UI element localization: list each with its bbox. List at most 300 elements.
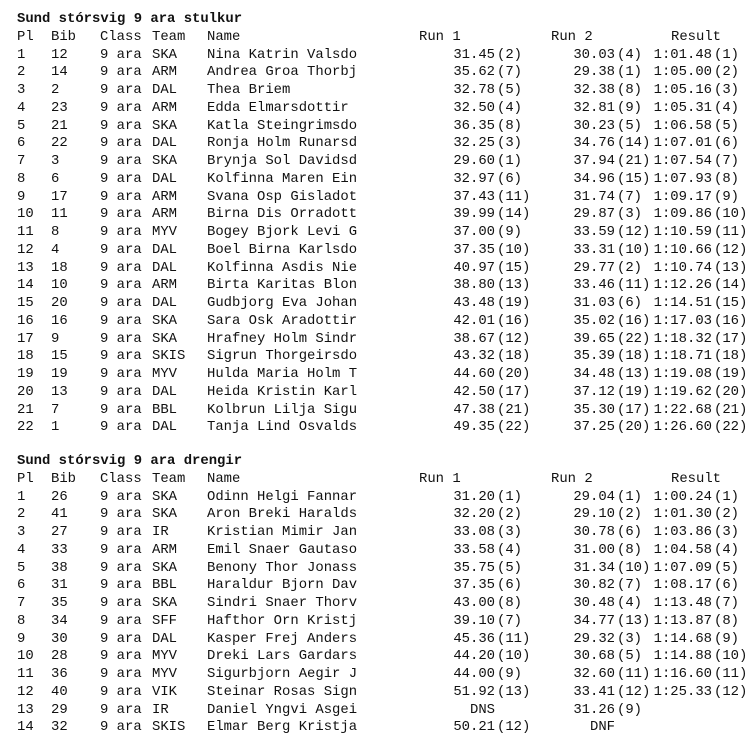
bib-number: 11 <box>51 206 68 223</box>
run2-time: 31.03 <box>573 295 615 311</box>
age-class: 9 ara <box>100 46 142 63</box>
run2-rank: (2) <box>617 506 643 523</box>
run2-time: 37.94 <box>573 153 615 169</box>
age-class: 9 ara <box>100 630 142 647</box>
team-code: SKIS <box>152 719 186 736</box>
team-code: SKA <box>152 506 178 523</box>
result-time: 1:01.30 <box>653 506 712 523</box>
place: 9 <box>17 630 26 647</box>
bib-number: 12 <box>51 46 68 63</box>
run2-rank: (5) <box>617 648 643 665</box>
racer-name: Heida Kristin Karl <box>207 383 358 400</box>
bib-number: 22 <box>51 135 68 152</box>
run2-time: 29.77 <box>573 259 615 276</box>
place: 14 <box>17 277 34 294</box>
result-rank: (9) <box>714 188 740 205</box>
run2-rank: (12) <box>617 224 651 240</box>
result-row <box>0 418 752 436</box>
run2-rank: (3) <box>617 206 643 223</box>
racer-name: Haraldur Bjorn Dav <box>207 577 358 594</box>
result-rank: (8) <box>714 612 740 629</box>
run2-time: 37.25 <box>573 419 615 436</box>
result-time: 1:09.17 <box>653 188 712 205</box>
age-class: 9 ara <box>100 348 142 365</box>
bib-number: 30 <box>51 630 68 647</box>
bib-number: 14 <box>51 64 68 81</box>
place: 3 <box>17 82 26 98</box>
section-title-line <box>0 452 752 470</box>
run1-time: 47.38 <box>453 401 495 418</box>
team-code: SKA <box>152 312 178 329</box>
run2-time: 29.87 <box>573 206 615 223</box>
header-name: Name <box>207 470 241 487</box>
team-code: SKIS <box>152 348 186 365</box>
run1-rank: (20) <box>497 366 531 382</box>
place: 10 <box>17 206 34 223</box>
run2-time: 35.39 <box>573 348 615 365</box>
run1-time: 49.35 <box>453 419 495 436</box>
place: 4 <box>17 99 26 116</box>
run1-rank: (9) <box>497 666 523 682</box>
run2-time: 30.48 <box>573 595 615 611</box>
place: 13 <box>17 259 34 276</box>
racer-name: Ronja Holm Runarsd <box>207 135 358 152</box>
result-row <box>0 523 752 541</box>
age-class: 9 ara <box>100 82 142 98</box>
run1-time: 33.08 <box>453 524 495 540</box>
run2-time: 30.03 <box>573 46 615 63</box>
run2-time: 37.12 <box>573 383 615 400</box>
racer-name: Sara Osk Aradottir <box>207 312 358 329</box>
run1-time: 33.58 <box>453 541 495 558</box>
result-row <box>0 81 752 99</box>
header-result: Result <box>671 470 722 487</box>
run1-time: 42.01 <box>453 312 495 329</box>
team-code: MYV <box>152 224 178 240</box>
run2-rank: (12) <box>617 683 651 700</box>
run1-rank: (2) <box>497 506 523 523</box>
age-class: 9 ara <box>100 135 142 152</box>
result-rank: (9) <box>714 630 740 647</box>
result-rank: (5) <box>714 559 740 576</box>
header-name: Name <box>207 28 241 45</box>
result-time: 1:05.16 <box>653 82 712 98</box>
run1-rank: (6) <box>497 577 523 594</box>
bib-number: 9 <box>51 330 60 347</box>
result-row <box>0 541 752 559</box>
result-rank: (15) <box>714 295 748 311</box>
result-rank: (19) <box>714 366 748 382</box>
run1-time: 37.00 <box>453 224 495 240</box>
result-rank: (4) <box>714 541 740 558</box>
run1-rank: (8) <box>497 595 523 611</box>
result-time: 1:14.68 <box>653 630 712 647</box>
run1-rank: (12) <box>497 330 531 347</box>
run1-time: 44.00 <box>453 666 495 682</box>
bib-number: 6 <box>51 170 60 187</box>
header-run1: Run 1 <box>419 28 461 45</box>
result-time: 1:08.17 <box>653 577 712 594</box>
age-class: 9 ara <box>100 559 142 576</box>
run2-rank: (9) <box>617 99 643 116</box>
run2-rank: (8) <box>617 541 643 558</box>
run1-rank: (7) <box>497 612 523 629</box>
bib-number: 31 <box>51 577 68 594</box>
run1-rank: (10) <box>497 648 531 665</box>
bib-number: 38 <box>51 559 68 576</box>
run1-time: 31.45 <box>453 46 495 63</box>
run1-time: 35.62 <box>453 64 495 81</box>
bib-number: 27 <box>51 524 68 540</box>
team-code: DAL <box>152 82 178 98</box>
run1-rank: (9) <box>497 224 523 240</box>
racer-name: Sigurbjorn Aegir J <box>207 666 358 682</box>
team-code: DAL <box>152 241 178 258</box>
place: 19 <box>17 366 34 382</box>
place: 1 <box>17 46 26 63</box>
age-class: 9 ara <box>100 259 142 276</box>
header-bib: Bib <box>51 28 77 45</box>
run1-rank: (21) <box>497 401 531 418</box>
result-time: 1:07.54 <box>653 153 712 169</box>
result-row <box>0 276 752 294</box>
bib-number: 4 <box>51 241 60 258</box>
place: 6 <box>17 135 26 152</box>
team-code: ARM <box>152 64 178 81</box>
run2-rank: (18) <box>617 348 651 365</box>
run2-rank: (3) <box>617 630 643 647</box>
result-rank: (5) <box>714 117 740 134</box>
run1-time: 36.35 <box>453 117 495 134</box>
result-row <box>0 347 752 365</box>
place: 7 <box>17 595 26 611</box>
run1-rank: (14) <box>497 206 531 223</box>
run1-rank: (11) <box>497 188 531 205</box>
run1-rank: (5) <box>497 559 523 576</box>
run2-time: 31.74 <box>573 188 615 205</box>
age-class: 9 ara <box>100 277 142 294</box>
racer-name: Aron Breki Haralds <box>207 506 358 523</box>
place: 2 <box>17 64 26 81</box>
racer-name: Kolbrun Lilja Sigu <box>207 401 358 418</box>
run1-time: 32.25 <box>453 135 495 152</box>
run1-rank: (5) <box>497 82 523 98</box>
run2-rank: (13) <box>617 366 651 382</box>
team-code: DAL <box>152 630 178 647</box>
run1-time: 35.75 <box>453 559 495 576</box>
result-rank: (3) <box>714 524 740 540</box>
result-rank: (11) <box>714 666 748 682</box>
run2-time: 35.30 <box>573 401 615 418</box>
run2-rank: (11) <box>617 277 651 294</box>
result-row <box>0 665 752 683</box>
team-code: ARM <box>152 277 178 294</box>
bib-number: 35 <box>51 595 68 611</box>
result-rank: (11) <box>714 224 748 240</box>
run1-rank: (16) <box>497 312 531 329</box>
result-row <box>0 630 752 648</box>
age-class: 9 ara <box>100 153 142 169</box>
result-row <box>0 718 752 736</box>
racer-name: Tanja Lind Osvalds <box>207 419 358 436</box>
team-code: SKA <box>152 117 178 134</box>
run1-rank: (18) <box>497 348 531 365</box>
team-code: MYV <box>152 366 178 382</box>
result-time: 1:16.60 <box>653 666 712 682</box>
result-row <box>0 594 752 612</box>
place: 3 <box>17 524 26 540</box>
result-time: 1:05.00 <box>653 64 712 81</box>
run2-time: 35.02 <box>573 312 615 329</box>
place: 2 <box>17 506 26 523</box>
racer-name: Odinn Helgi Fannar <box>207 488 358 505</box>
result-row <box>0 365 752 383</box>
age-class: 9 ara <box>100 117 142 134</box>
result-time: 1:26.60 <box>653 419 712 436</box>
team-code: SKA <box>152 46 178 63</box>
result-time: 1:10.66 <box>653 241 712 258</box>
run2-time: 33.41 <box>573 683 615 700</box>
team-code: MYV <box>152 666 178 682</box>
bib-number: 33 <box>51 541 68 558</box>
team-code: BBL <box>152 401 178 418</box>
place: 5 <box>17 117 26 134</box>
run1-rank: (19) <box>497 295 531 311</box>
run2-rank: (13) <box>617 612 651 629</box>
racer-name: Gudbjorg Eva Johan <box>207 295 358 311</box>
team-code: DAL <box>152 383 178 400</box>
team-code: IR <box>152 701 169 718</box>
run2-rank: (8) <box>617 82 643 98</box>
run2-rank: (11) <box>617 666 651 682</box>
place: 1 <box>17 488 26 505</box>
place: 10 <box>17 648 34 665</box>
run1-rank: (6) <box>497 170 523 187</box>
run1-time: 37.43 <box>453 188 495 205</box>
place: 12 <box>17 683 34 700</box>
team-code: ARM <box>152 206 178 223</box>
racer-name: Katla Steingrimsdo <box>207 117 358 134</box>
column-header-row <box>0 28 752 46</box>
run2-time: 29.10 <box>573 506 615 523</box>
racer-name: Svana Osp Gisladot <box>207 188 358 205</box>
result-row <box>0 505 752 523</box>
racer-name: Edda Elmarsdottir <box>207 99 349 116</box>
result-time: 1:14.51 <box>653 295 712 311</box>
result-row <box>0 312 752 330</box>
result-time: 1:18.71 <box>653 348 712 365</box>
run2-time: 30.82 <box>573 577 615 594</box>
run2-time: 30.23 <box>573 117 615 134</box>
age-class: 9 ara <box>100 312 142 329</box>
team-code: IR <box>152 524 169 540</box>
racer-name: Sindri Snaer Thorv <box>207 595 358 611</box>
result-rank: (3) <box>714 82 740 98</box>
result-time: 1:10.74 <box>653 259 712 276</box>
header-place: Pl <box>17 28 34 45</box>
run1-rank: (13) <box>497 277 531 294</box>
result-row <box>0 330 752 348</box>
result-rank: (16) <box>714 312 748 329</box>
result-row <box>0 488 752 506</box>
run1-time: DNS <box>469 701 495 718</box>
team-code: SKA <box>152 559 178 576</box>
place: 5 <box>17 559 26 576</box>
result-row <box>0 683 752 701</box>
section-title: Sund stórsvig 9 ara drengir <box>17 453 243 469</box>
racer-name: Kristian Mimir Jan <box>207 524 358 540</box>
team-code: DAL <box>152 135 178 152</box>
age-class: 9 ara <box>100 595 142 611</box>
age-class: 9 ara <box>100 701 142 718</box>
run1-rank: (3) <box>497 524 523 540</box>
racer-name: Nina Katrin Valsdo <box>207 46 358 63</box>
racer-name: Dreki Lars Gardars <box>207 648 358 665</box>
run1-time: 39.10 <box>453 612 495 629</box>
bib-number: 8 <box>51 224 60 240</box>
bib-number: 7 <box>51 401 60 418</box>
result-rank: (6) <box>714 577 740 594</box>
run2-time: 29.04 <box>573 488 615 505</box>
place: 13 <box>17 701 34 718</box>
run2-rank: (9) <box>617 701 643 718</box>
age-class: 9 ara <box>100 683 142 700</box>
result-row <box>0 559 752 577</box>
result-rank: (4) <box>714 99 740 116</box>
header-bib: Bib <box>51 470 77 487</box>
header-class: Class <box>100 28 142 45</box>
header-team: Team <box>152 470 186 487</box>
run1-time: 44.60 <box>453 366 495 382</box>
result-row <box>0 241 752 259</box>
racer-name: Brynja Sol Davidsd <box>207 153 358 169</box>
result-time: 1:19.62 <box>653 383 712 400</box>
racer-name: Steinar Rosas Sign <box>207 683 358 700</box>
run2-time: 33.46 <box>573 277 615 294</box>
run1-time: 40.97 <box>453 259 495 276</box>
run1-time: 38.67 <box>453 330 495 347</box>
run1-time: 45.36 <box>453 630 495 647</box>
result-row <box>0 170 752 188</box>
header-run1: Run 1 <box>419 470 461 487</box>
run1-time: 37.35 <box>453 241 495 258</box>
run2-rank: (19) <box>617 383 651 400</box>
run1-time: 43.48 <box>453 295 495 311</box>
age-class: 9 ara <box>100 648 142 665</box>
bib-number: 29 <box>51 701 68 718</box>
result-rank: (1) <box>714 46 740 63</box>
run2-rank: (4) <box>617 595 643 611</box>
run2-time: 31.26 <box>573 701 615 718</box>
result-rank: (6) <box>714 135 740 152</box>
racer-name: Thea Briem <box>207 82 291 98</box>
place: 21 <box>17 401 34 418</box>
run1-time: 32.78 <box>453 82 495 98</box>
run1-rank: (7) <box>497 64 523 81</box>
header-run2: Run 2 <box>551 28 593 45</box>
run1-rank: (8) <box>497 117 523 134</box>
result-time: 1:01.48 <box>653 46 712 63</box>
bib-number: 16 <box>51 312 68 329</box>
age-class: 9 ara <box>100 330 142 347</box>
age-class: 9 ara <box>100 612 142 629</box>
run1-rank: (13) <box>497 683 531 700</box>
team-code: ARM <box>152 99 178 116</box>
result-rank: (7) <box>714 153 740 169</box>
run1-rank: (10) <box>497 241 531 258</box>
age-class: 9 ara <box>100 295 142 311</box>
team-code: SKA <box>152 488 178 505</box>
age-class: 9 ara <box>100 524 142 540</box>
place: 8 <box>17 612 26 629</box>
run1-rank: (17) <box>497 383 531 400</box>
place: 4 <box>17 541 26 558</box>
place: 6 <box>17 577 26 594</box>
bib-number: 3 <box>51 153 60 169</box>
run1-time: 29.60 <box>453 153 495 169</box>
racer-name: Bogey Bjork Levi G <box>207 224 358 240</box>
result-time: 1:18.32 <box>653 330 712 347</box>
run2-rank: (17) <box>617 401 651 418</box>
result-row <box>0 117 752 135</box>
result-rank: (22) <box>714 419 748 436</box>
run2-time: 34.76 <box>573 135 615 152</box>
place: 20 <box>17 383 34 400</box>
result-time: 1:06.58 <box>653 117 712 134</box>
run2-time: 29.32 <box>573 630 615 647</box>
run1-rank: (2) <box>497 46 523 63</box>
age-class: 9 ara <box>100 719 142 736</box>
team-code: ARM <box>152 188 178 205</box>
racer-name: Daniel Yngvi Asgei <box>207 701 358 718</box>
result-row <box>0 294 752 312</box>
age-class: 9 ara <box>100 541 142 558</box>
bib-number: 1 <box>51 419 60 436</box>
place: 14 <box>17 719 34 736</box>
age-class: 9 ara <box>100 401 142 418</box>
header-result: Result <box>671 28 722 45</box>
racer-name: Andrea Groa Thorbj <box>207 64 358 81</box>
run1-time: 37.35 <box>453 577 495 594</box>
result-time: 1:07.01 <box>653 135 712 152</box>
team-code: SKA <box>152 595 178 611</box>
run1-time: 31.20 <box>453 488 495 505</box>
result-time: 1:14.88 <box>653 648 712 665</box>
team-code: DAL <box>152 419 178 436</box>
place: 11 <box>17 666 34 682</box>
result-time: 1:09.86 <box>653 206 712 223</box>
place: 22 <box>17 419 34 436</box>
column-header-row <box>0 470 752 488</box>
run2-time: 34.48 <box>573 366 615 382</box>
run1-time: 32.97 <box>453 170 495 187</box>
age-class: 9 ara <box>100 241 142 258</box>
age-class: 9 ara <box>100 577 142 594</box>
age-class: 9 ara <box>100 419 142 436</box>
run1-rank: (15) <box>497 259 531 276</box>
age-class: 9 ara <box>100 64 142 81</box>
result-time: 1:04.58 <box>653 541 712 558</box>
bib-number: 17 <box>51 188 68 205</box>
run2-time: 34.77 <box>573 612 615 629</box>
result-row <box>0 205 752 223</box>
run2-rank: (15) <box>617 170 651 187</box>
run1-rank: (12) <box>497 719 531 736</box>
run2-rank: (2) <box>617 259 643 276</box>
result-time: 1:12.26 <box>653 277 712 294</box>
result-time: 1:25.33 <box>653 683 712 700</box>
result-row <box>0 701 752 719</box>
